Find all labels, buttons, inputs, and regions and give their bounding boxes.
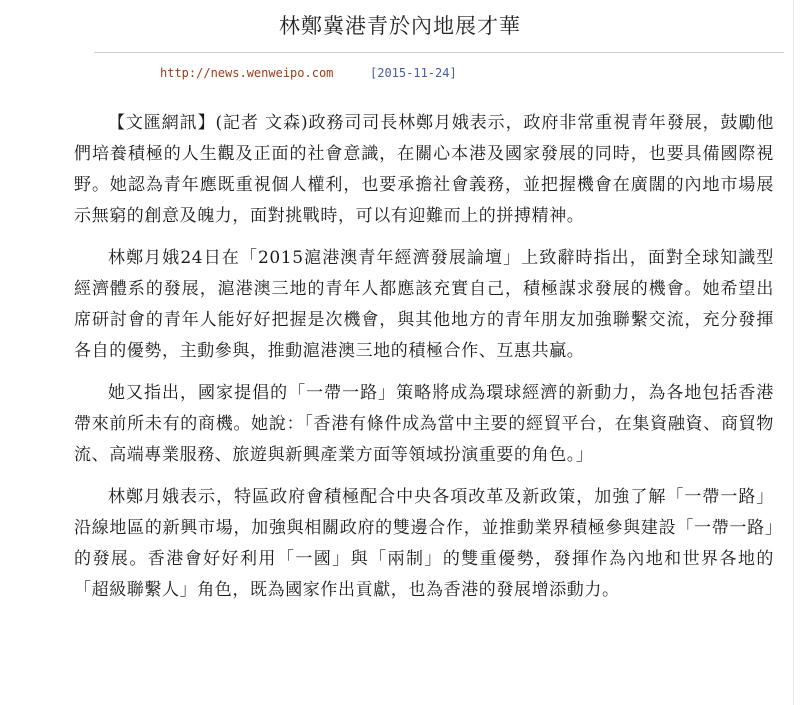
article-paragraph: 林鄭月娥24日在「2015滬港澳青年經濟發展論壇」上致辭時指出，面對全球知識型經濟體系的發展，滬港澳三地的青年人都應該充實自己，積極謀求發展的機會。她希望出席研討會的青年人能好好把握是次機會，與其他地方的青年朋友加強聯繫交流，充分發揮各自的優勢，主動參與，推動滬港澳三地的積極合作、互惠共贏。: [74, 248, 774, 361]
article-title: 林鄭冀港青於內地展才華: [279, 14, 521, 38]
article-paragraph: 【文匯網訊】(記者 文森)政務司司長林鄭月娥表示，政府非常重視青年發展，鼓勵他們培養積極的人生觀及正面的社會意識，在關心本港及國家發展的同時，也要具備國際視野。她認為青年應既重視個人權利，也要承擔社會義務，並把握機會在廣闊的內地市場展示無窮的創意及魄力，面對挑戰時，可以有迎難而上的拼搏精神。: [74, 113, 774, 226]
article-paragraph: 林鄭月娥表示，特區政府會積極配合中央各項改革及新政策，加強了解「一帶一路」沿線地區的新興市場，加強與相關政府的雙邊合作，並推動業界積極參與建設「一帶一路」的發展。香港會好好利用「一國」與「兩制」的雙重優勢，發揮作為內地和世界各地的「超級聯繫人」角色，既為國家作出貢獻，也為香港的發展增添動力。: [74, 487, 774, 600]
source-link[interactable]: http://news.wenweipo.com: [160, 66, 334, 80]
title-divider: [94, 52, 784, 53]
article-paragraph: 她又指出，國家提倡的「一帶一路」策略將成為環球經濟的新動力，為各地包括香港帶來前所未有的商機。她說：「香港有條件成為當中主要的經貿平台，在集資融資、商貿物流、高端專業服務、旅遊與新興產業方面等領域扮演重要的角色。」: [74, 383, 774, 465]
article-body: [74, 108, 774, 617]
publish-date: [2015-11-24]: [370, 66, 457, 80]
page-edge: [793, 0, 794, 705]
